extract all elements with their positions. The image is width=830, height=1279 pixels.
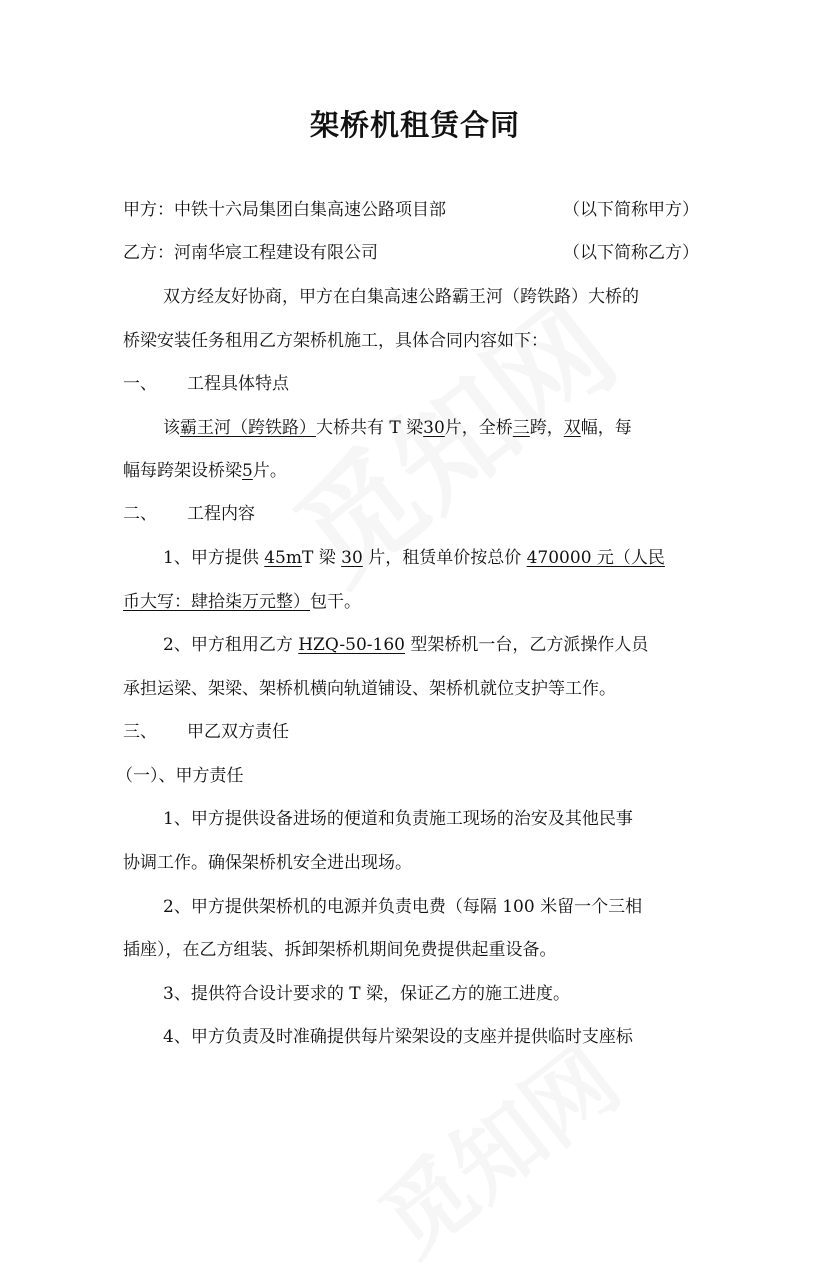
underlined-field: 5 [242,461,253,481]
section-2-heading [123,504,723,524]
party-b-label: 乙方： [123,243,174,263]
text: 跨， [529,418,564,438]
text: 型架桥机一台，乙方派操作人员 [405,635,649,655]
underlined-field: 币大写：肆拾柒万元整） [123,592,310,612]
party-a-tag: （以下简称甲方） [563,200,699,220]
party-a-label: 甲方： [123,200,174,220]
text: 片。 [252,461,287,481]
party-b-tag: （以下简称乙方） [563,243,699,263]
section-2-item-1-line-2 [123,592,723,612]
text: T 梁 [302,548,342,568]
responsibility-1-line-2: 协调工作。确保架桥机安全进出现场。 [123,853,412,873]
text: 包干。 [310,592,361,612]
section-1-number: 一、 [123,374,157,394]
intro-line-1: 双方经友好协商，甲方在白集高速公路霸王河（跨铁路）大桥的 [163,287,639,307]
responsibility-4-line-1: 4、甲方负责及时准确提供每片梁架设的支座并提供临时支座标 [163,1027,633,1047]
text: 2、甲方租用乙方 [163,635,299,655]
section-3-heading [123,722,723,742]
text: 幅每跨架设桥梁 [123,461,242,481]
responsibility-1-line-1: 1、甲方提供设备进场的便道和负责施工现场的治安及其他民事 [163,809,633,829]
underlined-field: 双 [563,418,581,438]
section-3-title: 甲乙双方责任 [187,722,289,742]
section-3-sub-1: （一）、甲方责任 [116,766,244,786]
responsibility-2-line-1: 2、甲方提供架桥机的电源并负责电费（每隔 100 米留一个三相 [163,897,643,917]
underlined-field: 45m [264,548,302,568]
underlined-field: 30 [341,548,363,568]
text: 幅，每 [580,418,632,438]
section-3-number: 三、 [123,722,157,742]
party-b-name: 河南华宸工程建设有限公司 [174,243,378,263]
text: 片，全桥 [444,418,513,438]
responsibility-2-line-2: 插座），在乙方组装、拆卸架桥机期间免费提供起重设备。 [123,940,557,960]
section-2-number: 二、 [123,504,157,524]
party-a-name: 中铁十六局集团白集高速公路项目部 [174,200,446,220]
responsibility-3-line-1: 3、提供符合设计要求的 T 梁，保证乙方的施工进度。 [163,984,570,1004]
underlined-field: HZQ-50-160 [298,635,405,655]
section-1-para-line-1 [163,418,763,438]
text: 大桥共有 T 梁 [316,418,424,438]
intro-line-2: 桥梁安装任务租用乙方架桥机施工，具体合同内容如下： [123,331,548,351]
underlined-field: 30 [423,418,445,438]
section-2-item-2-line-1 [163,635,763,655]
underlined-field: 霸王河（跨铁路） [180,418,316,438]
section-2-item-1-line-1 [163,548,763,568]
section-2-title: 工程内容 [187,504,255,524]
underlined-field: 470000 元（人民 [526,548,665,568]
section-1-heading [123,374,723,394]
text: 该 [163,418,180,438]
document-title: 架桥机租赁合同 [309,108,520,142]
text: 片，租赁单价按总价 [362,548,527,568]
section-1-title: 工程具体特点 [187,374,289,394]
text: 1、甲方提供 [163,548,265,568]
watermark [349,1011,642,1279]
section-1-para-line-2 [123,461,723,481]
section-2-item-2-line-2: 承担运梁、架梁、架桥机横向轨道铺设、架桥机就位支护等工作。 [123,679,616,699]
underlined-field: 三 [512,418,530,438]
